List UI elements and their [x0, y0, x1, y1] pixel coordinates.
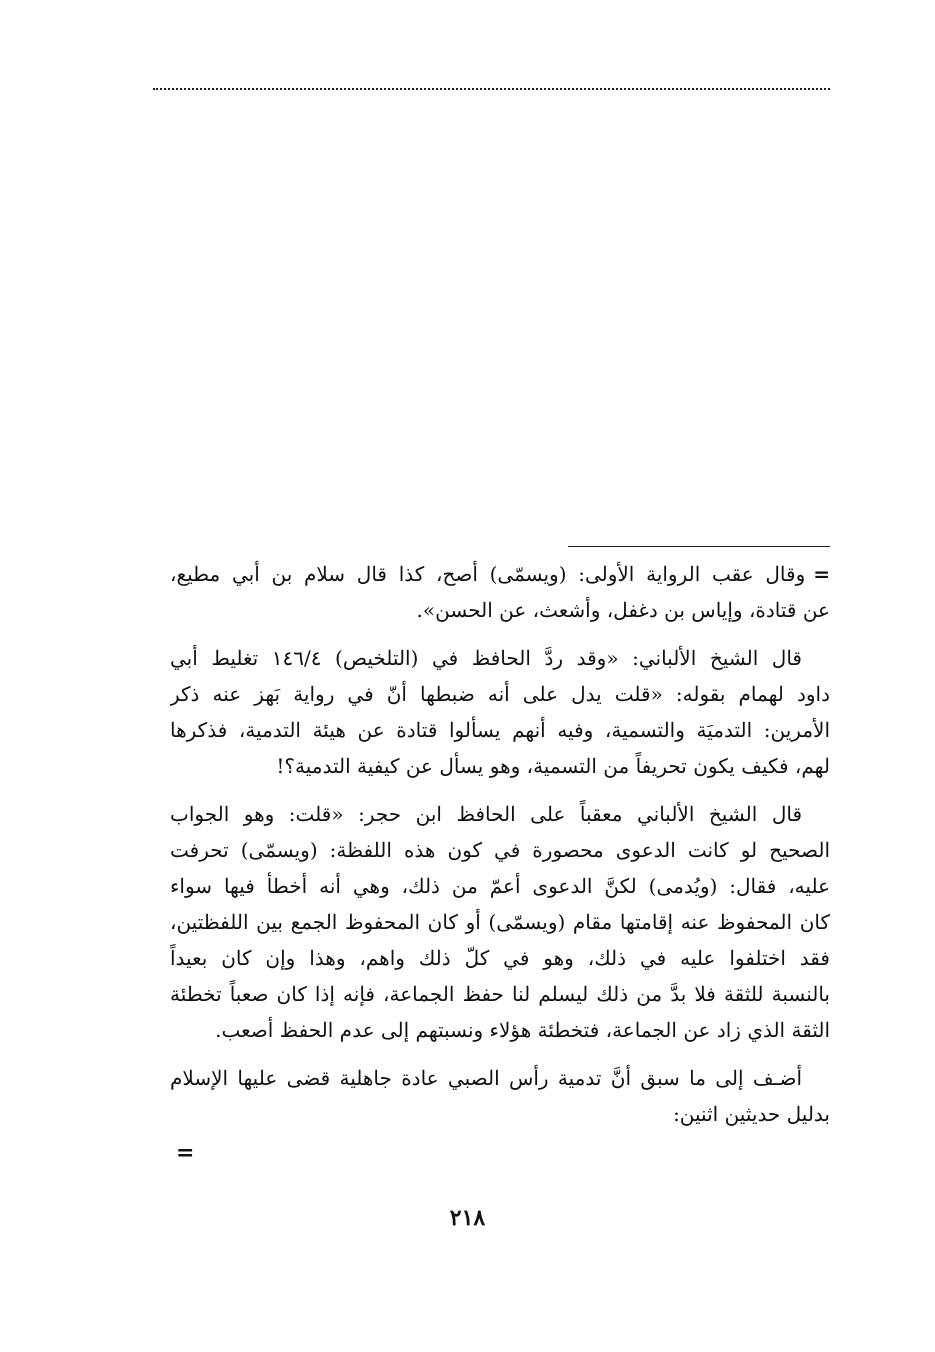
footnote-line: لهم، فكيف يكون تحريفاً من التسمية، وهو يسأل عن كيفية التدمية؟! [276, 754, 830, 778]
footnote-line: عليه، فقال: (ويُدمى) لكنَّ الدعوى أعمّ من ذلك، وهي أنه أخطأ فيها سواء [170, 874, 830, 898]
page-number: ٢١٨ [449, 1205, 486, 1231]
footnote-line: بدليل حديثين اثنين: [673, 1102, 830, 1126]
footnote-line: عن قتادة، وإياس بن دغفل، وأشعث، عن الحسن». [416, 598, 830, 622]
footnote-block [170, 556, 830, 1144]
continuation-mark: = [813, 562, 830, 586]
footnote-line: =وقال عقب الرواية الأولى: (ويسمّى) أصح، كذا قال سلام بن أبي مطيع، [170, 562, 830, 586]
footnote-line: داود لهمام بقوله: «قلت يدل على أنه ضبطها أنّ في رواية بَهز عنه ذكر [170, 682, 830, 706]
footnote-line: قال الشيخ الألباني: «وقد ردَّ الحافظ في (التلخيص) ١٤٦/٤ تغليط أبي [170, 646, 802, 670]
footnote-line: فقد اختلفوا عليه في ذلك، وهو في كلّ ذلك واهم، وهذا وإن كان بعيداً [170, 946, 830, 970]
footnote-line: الثقة الذي زاد عن الجماعة، فتخطئة هؤلاء ونسبتهم إلى عدم الحفظ أصعب. [215, 1018, 830, 1042]
footnote-line: قال الشيخ الألباني معقباً على الحافظ ابن حجر: «قلت: وهو الجواب [170, 802, 802, 826]
footnote-paragraph-1 [170, 556, 830, 628]
footnote-line: أضـف إلى ما سبق أنَّ تدمية رأس الصبي عادة جاهلية قضى عليها الإسلام [170, 1066, 802, 1090]
footnote-line: بالنسبة للثقة فلا بدَّ من ذلك ليسلم لنا حفظ الجماعة، فإنه إذا كان صعباً تخطئة [170, 982, 830, 1006]
footnote-line: الأمرين: التدميَة والتسمية، وفيه أنهم يسألوا قتادة عن هيئة التدمية، فذكرها [170, 718, 830, 742]
footnote-line: كان المحفوظ عنه إقامتها مقام (ويسمّى) أو كان المحفوظ الجمع بين اللفظتين، [170, 910, 830, 934]
footnote-paragraph-3 [170, 796, 830, 1048]
footnote-paragraph-4 [170, 1060, 830, 1132]
continuation-mark-end: = [176, 1140, 195, 1166]
footnote-paragraph-2 [170, 640, 830, 784]
footnote-separator [568, 546, 830, 547]
header-dotted-rule [153, 88, 830, 90]
footnote-line: الصحيح لو كانت الدعوى محصورة في كون هذه اللفظة: (ويسمّى) تحرفت [170, 838, 830, 862]
